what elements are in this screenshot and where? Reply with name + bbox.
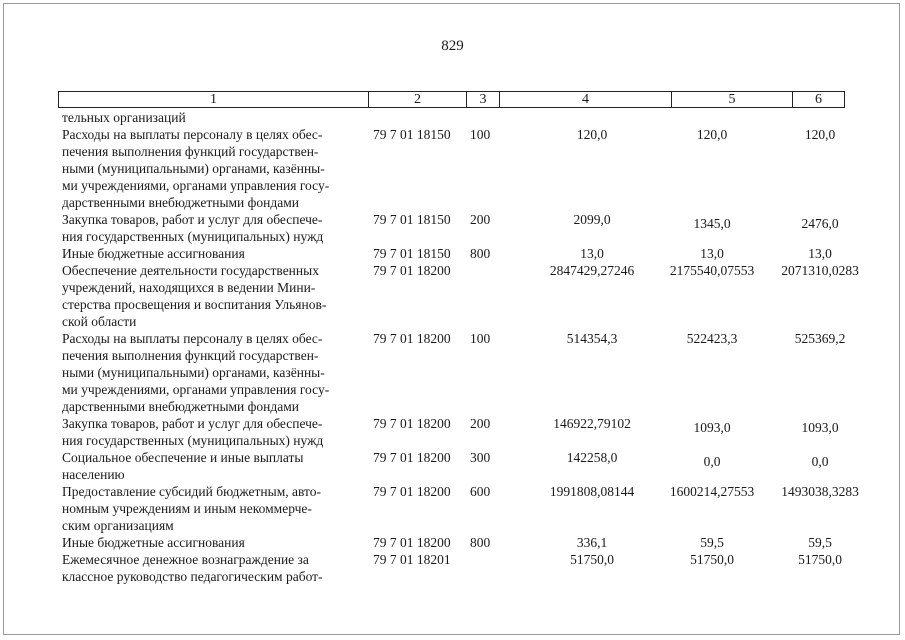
description-line: ния государственных (муниципальных) нужд [62, 229, 324, 244]
description-line: печения выполнения функций государствен- [62, 348, 319, 363]
row-description [62, 262, 362, 330]
description-line: населению [62, 467, 125, 482]
amount-col-6: 0,0 [811, 454, 829, 469]
header-col-5: 5 [672, 92, 793, 107]
row-description [62, 551, 362, 585]
amount-col-5: 2175540,07553 [669, 263, 755, 278]
header-col-1: 1 [59, 92, 369, 107]
row-description [62, 330, 362, 415]
amount-col-5: 120,0 [696, 127, 728, 142]
description-line: классное руководство педагогическим работ- [62, 569, 323, 584]
description-line: Иные бюджетные ассигнования [62, 246, 245, 261]
description-line: Расходы на выплаты персоналу в целях обес- [62, 127, 323, 142]
row-description [62, 534, 362, 551]
target-article-code: 79 7 01 18200 [373, 535, 451, 550]
amount-col-5: 51750,0 [690, 552, 734, 567]
target-article-code: 79 7 01 18150 [373, 127, 451, 142]
target-article-code: 79 7 01 18200 [373, 331, 451, 346]
description-line: ской области [62, 314, 137, 329]
amount-col-5: 59,5 [700, 535, 724, 550]
target-article-code: 79 7 01 18200 [373, 484, 451, 499]
description-line: номным учреждениям и иным некоммерче- [62, 501, 312, 516]
row-description [62, 109, 362, 126]
header-col-6: 6 [815, 92, 822, 107]
description-line: Расходы на выплаты персоналу в целях обес- [62, 331, 323, 346]
expense-type: 200 [470, 416, 491, 431]
amount-col-5: 1600214,27553 [669, 484, 755, 499]
expense-type: 800 [470, 246, 491, 261]
amount-col-5: 13,0 [700, 246, 724, 261]
description-line: Закупка товаров, работ и услуг для обеспече- [62, 212, 323, 227]
amount-col-4: 514354,3 [566, 331, 618, 346]
amount-col-5: 1345,0 [693, 216, 731, 231]
row-description [62, 126, 362, 211]
description-line: ми учреждениями, органами управления госу- [62, 382, 330, 397]
description-line: тельных организаций [62, 110, 186, 125]
target-article-code: 79 7 01 18200 [373, 416, 451, 431]
description-line: ными (муниципальными) органами, казённы- [62, 161, 325, 176]
amount-col-6: 59,5 [808, 535, 832, 550]
header-col-2: 2 [369, 92, 467, 107]
amount-col-4: 13,0 [580, 246, 604, 261]
description-line: ными (муниципальными) органами, казённы- [62, 365, 325, 380]
row-description [62, 415, 362, 449]
description-line: дарственными внебюджетными фондами [62, 399, 300, 414]
amount-col-6: 1093,0 [801, 420, 839, 435]
amount-col-6: 120,0 [804, 127, 836, 142]
target-article-code: 79 7 01 18200 [373, 450, 451, 465]
target-article-code: 79 7 01 18150 [373, 212, 451, 227]
expense-type: 100 [470, 127, 491, 142]
amount-col-4: 1991808,08144 [549, 484, 635, 499]
amount-col-6: 2476,0 [801, 216, 839, 231]
description-line: Ежемесячное денежное вознаграждение за [62, 552, 309, 567]
amount-col-5: 522423,3 [686, 331, 738, 346]
amount-col-4: 146922,79102 [553, 416, 631, 431]
description-line: ния государственных (муниципальных) нужд [62, 433, 324, 448]
amount-col-4: 120,0 [576, 127, 608, 142]
description-line: печения выполнения функций государствен- [62, 144, 319, 159]
header-col-3: 3 [467, 92, 500, 107]
row-description [62, 245, 362, 262]
amount-col-6: 51750,0 [798, 552, 842, 567]
row-description [62, 483, 362, 534]
target-article-code: 79 7 01 18150 [373, 246, 451, 261]
target-article-code: 79 7 01 18200 [373, 263, 451, 278]
description-line: Предоставление субсидий бюджетным, авто- [62, 484, 321, 499]
amount-col-4: 336,1 [576, 535, 608, 550]
row-description [62, 449, 362, 483]
header-col-4: 4 [500, 92, 672, 107]
description-line: дарственными внебюджетными фондами [62, 195, 300, 210]
table-header [58, 91, 845, 108]
description-line: Иные бюджетные ассигнования [62, 535, 245, 550]
expense-type: 300 [470, 450, 491, 465]
expense-type: 800 [470, 535, 491, 550]
amount-col-4: 2099,0 [573, 212, 611, 227]
description-line: Закупка товаров, работ и услуг для обеспече- [62, 416, 323, 431]
page-number: 829 [441, 38, 464, 54]
amount-col-4: 142258,0 [566, 450, 618, 465]
amount-col-5: 1093,0 [693, 420, 731, 435]
expense-type: 600 [470, 484, 491, 499]
amount-col-6: 525369,2 [794, 331, 846, 346]
description-line: стерства просвещения и воспитания Ульянов- [62, 297, 327, 312]
row-description [62, 211, 362, 245]
amount-col-6: 2071310,0283 [781, 263, 859, 278]
amount-col-6: 13,0 [808, 246, 832, 261]
amount-col-4: 2847429,27246 [549, 263, 635, 278]
target-article-code: 79 7 01 18201 [373, 552, 451, 567]
description-line: ским организациям [62, 518, 174, 533]
description-line: Социальное обеспечение и иные выплаты [62, 450, 304, 465]
description-line: ми учреждениями, органами управления госу- [62, 178, 330, 193]
description-line: Обеспечение деятельности государственных [62, 263, 319, 278]
expense-type: 100 [470, 331, 491, 346]
amount-col-5: 0,0 [703, 454, 721, 469]
expense-type: 200 [470, 212, 491, 227]
description-line: учреждений, находящихся в ведении Мини- [62, 280, 316, 295]
amount-col-4: 51750,0 [570, 552, 614, 567]
amount-col-6: 1493038,3283 [781, 484, 859, 499]
